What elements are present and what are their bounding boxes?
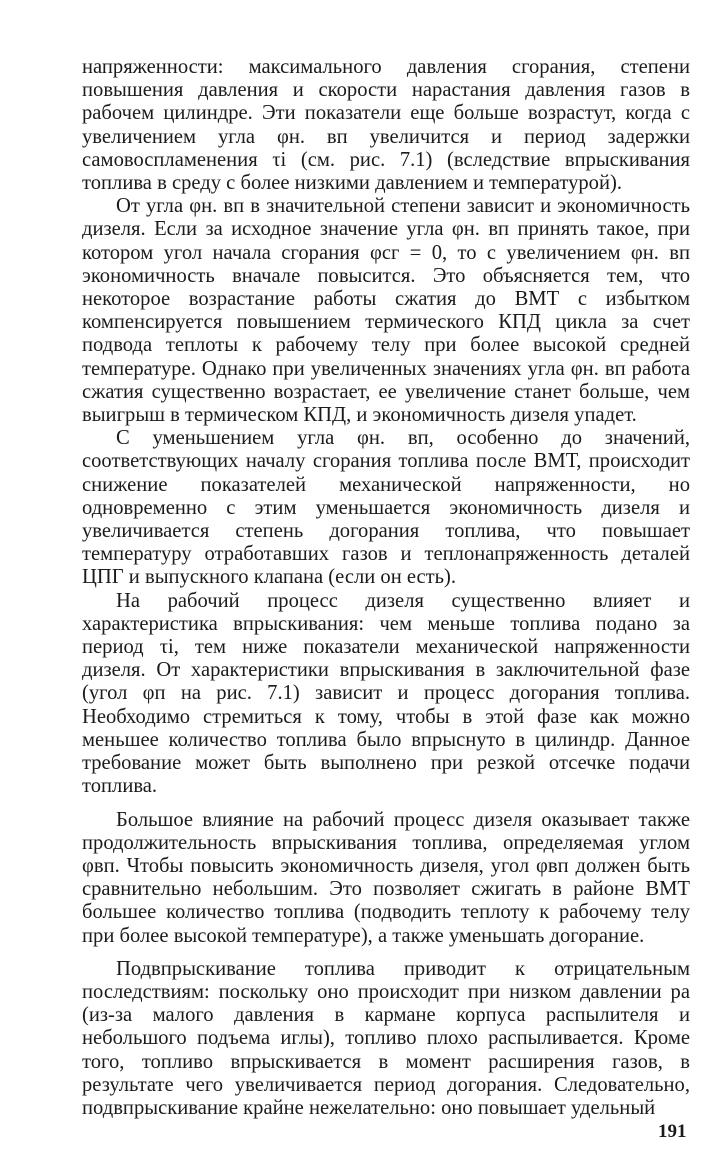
paragraph-3: С уменьшением угла φн. вп, особенно до значений, соответствующих началу сгорания топлива после ВМТ, происходит снижение показателей механической напряженности, но одновременно с этим уменьшается экономичность дизеля и увеличивается степень догорания топлива, что повышает температуру отработавших газов и теплонапряженность деталей ЦПГ и выпускного клапана (если он есть).	[82, 427, 690, 589]
page-body	[82, 56, 690, 1120]
paragraph-4: На рабочий процесс дизеля существенно влияет и характеристика впрыскивания: чем меньше топлива подано за период τi, тем ниже показатели механической напряженности дизеля. От характеристики впрыскивания в заключительной фазе (угол φп на рис. 7.1) зависит и процесс догорания топлива. Необходимо стремиться к тому, чтобы в этой фазе как можно меньшее количество топлива было впрыснуто в цилиндр. Данное требование может быть выполнено при резкой отсечке подачи топлива.	[82, 589, 690, 798]
paragraph-6: Подвпрыскивание топлива приводит к отрицательным последствиям: поскольку оно происходит при низком давлении pa (из-за малого давления в кармане корпуса распылителя и небольшого подъема иглы), топливо плохо распыливается. Кроме того, топливо впрыскивается в момент расширения газов, в результате чего увеличивается период догорания. Следовательно, подвпрыскивание крайне нежелательно: оно повышает удельный	[82, 957, 690, 1119]
paragraph-2: От угла φн. вп в значительной степени зависит и экономичность дизеля. Если за исходное значение угла φн. вп принять такое, при котором угол начала сгорания φсг = 0, то с увеличением φн. вп экономичность вначале повысится. Это объясняется тем, что некоторое возрастание работы сжатия до ВМТ с избытком компенсируется повышением термического КПД цикла за счет подвода теплоты к рабочему телу при более высокой средней температуре. Однако при увеличенных значениях угла φн. вп работа сжатия существенно возрастает, ее увеличение станет больше, чем выигрыш в термическом КПД, и экономичность дизеля упадет.	[82, 195, 690, 427]
paragraph-1: напряженности: максимального давления сгорания, степени повышения давления и скорости нарастания давления газов в рабочем цилиндре. Эти показатели еще больше возрастут, когда с увеличением угла φн. вп увеличится и период задержки самовоспламенения τi (см. рис. 7.1) (вследствие впрыскивания топлива в среду с более низкими давлением и температурой).	[82, 56, 690, 195]
page-number: 191	[658, 1121, 687, 1142]
paragraph-5: Большое влияние на рабочий процесс дизеля оказывает также продолжительность впрыскивания топлива, определяемая углом φвп. Чтобы повысить экономичность дизеля, угол φвп должен быть сравнительно небольшим. Это позволяет сжигать в районе ВМТ большее количество топлива (подводить теплоту к рабочему телу при более высокой температуре), а также уменьшать догорание.	[82, 808, 690, 947]
